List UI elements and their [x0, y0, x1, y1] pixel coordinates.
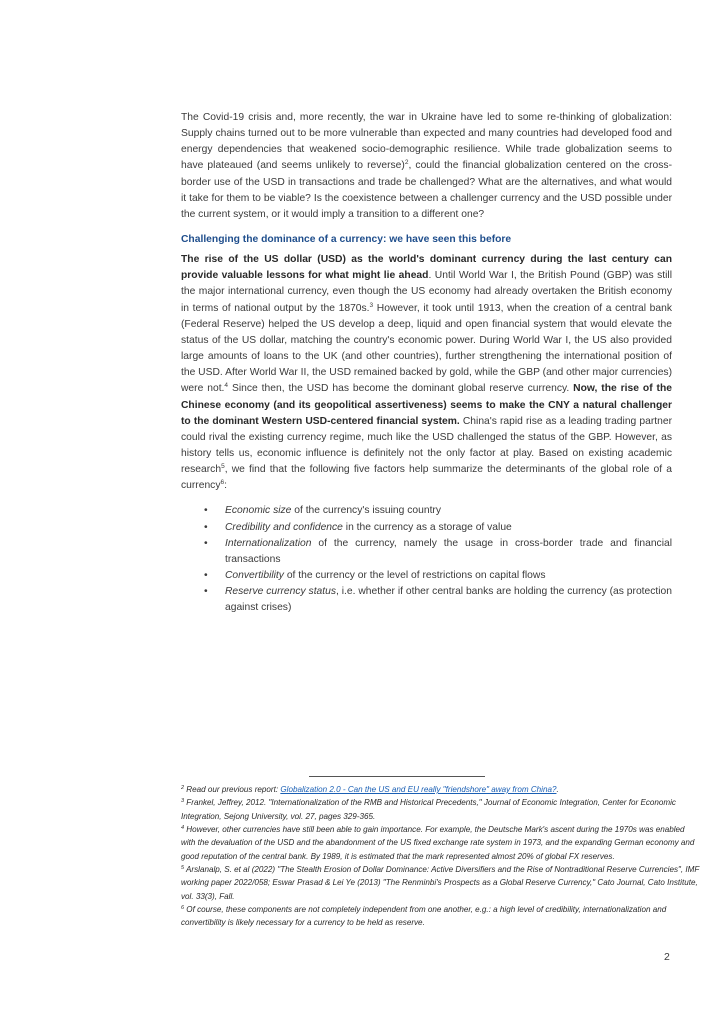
footnote-3: $^3$ Frankel, Jeffrey, 2012. "Internationalization of the RMB and Historical Precedents," Journal of Economic Integration, Center for Economic Integration, Sejong University, vol. 27, pages 329-365. [181, 798, 676, 821]
footnote-ref-2[interactable]: 2 [404, 159, 409, 167]
intro-paragraph: The Covid-19 crisis and, more recently, the war in Ukraine have led to some re-thinking of globalization: Supply chains turned out to be more vulnerable than expected and many countries had developed food and energy dependencies that weakened socio-demographic resilience. While trade globalization seems to have plateaued (and seems unlikely to reverse)$^2$, could the financial globalization centered on the cross-border use of the USD in transactions and trade be challenged? What are the alternatives, and what would it take for them to be viable? Is the coexistence between a challenger currency and the USD possible under the current system, or it would imply a transition to a different one? [181, 112, 673, 220]
previous-report-link[interactable]: Globalization 2.0 - Can the US and EU really "friendshore" away from China? [280, 785, 557, 794]
key-statement-usd: The rise of the US dollar (USD) as the world's dominant currency during the last century can provide valuable lessons for what might lie ahead [181, 254, 672, 282]
footnote-ref-5[interactable]: 5 [221, 463, 225, 471]
list-item: • Economic size of the currency's issuing country [225, 503, 672, 519]
bullet-icon: • [204, 537, 208, 549]
section-heading: Challenging the dominance of a currency: we have seen this before [181, 234, 512, 246]
bullet-icon: • [204, 521, 208, 533]
list-item: • Credibility and confidence in the currency as a storage of value [225, 520, 672, 536]
bullet-icon: • [204, 586, 208, 598]
footnote-ref-6[interactable]: 6 [220, 479, 225, 487]
bullet-icon: • [204, 505, 208, 517]
footnote-5: $^5$ Arslanalp, S. et al (2022) "The Stealth Erosion of Dollar Dominance: Active Diversifiers and the Rise of Nontraditional Reserve Currencies", IMF working paper 2022/058; Eswar Prasad & Lei Ye (2013) "The Renminbi's Prospects as a Global Reserve Currency," Cato Journal, Cato Institute, vol. 33(3), Fall. [181, 865, 700, 901]
factors-list [181, 503, 672, 616]
list-item: • Convertibility of the currency or the level of restrictions on capital flows [225, 568, 672, 584]
footnote-2: $^2$ Read our previous report: Globalization 2.0 - Can the US and EU really "friendshore" away from China?. [181, 785, 559, 794]
footnote-divider [309, 776, 485, 777]
footnote-ref-4[interactable]: 4 [224, 382, 229, 390]
footnotes [181, 776, 701, 930]
footnote-ref-3[interactable]: 3 [369, 301, 374, 309]
list-item: • Reserve currency status, i.e. whether if other central banks are holding the currency (as protection against crises) [204, 586, 673, 614]
key-statement-cny: Now, the rise of the Chinese economy (and its geopolitical assertiveness) seems to make the CNY a natural challenger to the dominant Western USD-centered financial system. [181, 383, 672, 427]
footnote-6: $^6$ Of course, these components are not completely independent from one another, e.g.: a high level of credibility, internationalization and convertibility is likely necessary for a currency to be held as reserve. [181, 905, 667, 928]
list-item: • Internationalization of the currency, namely the usage in cross-border trade and financial transactions [204, 537, 672, 565]
page-number: 2 [664, 951, 670, 963]
footnote-4: $^4$ However, other currencies have still been able to gain importance. For example, the Deutsche Mark's ascent during the 1970s was enabled with the devaluation of the USD and the abandonment of the US fixed exchange rate system in 1973, and the expanding German economy and good reputation of the central bank. By 1989, it is estimated that the mark represented almost 20% of global FX reserves. [181, 825, 695, 861]
bullet-icon: • [204, 570, 208, 582]
page-body [181, 110, 672, 617]
main-paragraph: The rise of the US dollar (USD) as the world's dominant currency during the last century can provide valuable lessons for what might lie ahead. Until World War I, the British Pound (GBP) was still the major international currency, even though the US economy had already overtaken the British economy in terms of national output by the 1870s.$^3$ However, it took until 1913, when the creation of a central bank (Federal Reserve) helped the US develop a deep, liquid and open financial system that would elevate the status of the US dollar, matching the country's economic power. During World War I, the US also provided large amounts of loans to the UK (and other countries), further strengthening the international position of the USD. After World War II, the USD remained backed by gold, while the GBP (and other major currencies) were not.$^4$ Since then, the USD has become the dominant global reserve currency. Now, the rise of the Chinese economy (and its geopolitical assertiveness) seems to make the CNY a natural challenger to the dominant Western USD-centered financial system. China's rapid rise as a leading trading partner could rival the existing currency regime, much like the USD challenged the status of the GBP. However, as history tells us, economic influence is definitely not the only factor at play. Based on existing academic research$^5$, we find that the following five factors help summarize the determinants of the global role of a currency$^6$: [181, 254, 673, 492]
